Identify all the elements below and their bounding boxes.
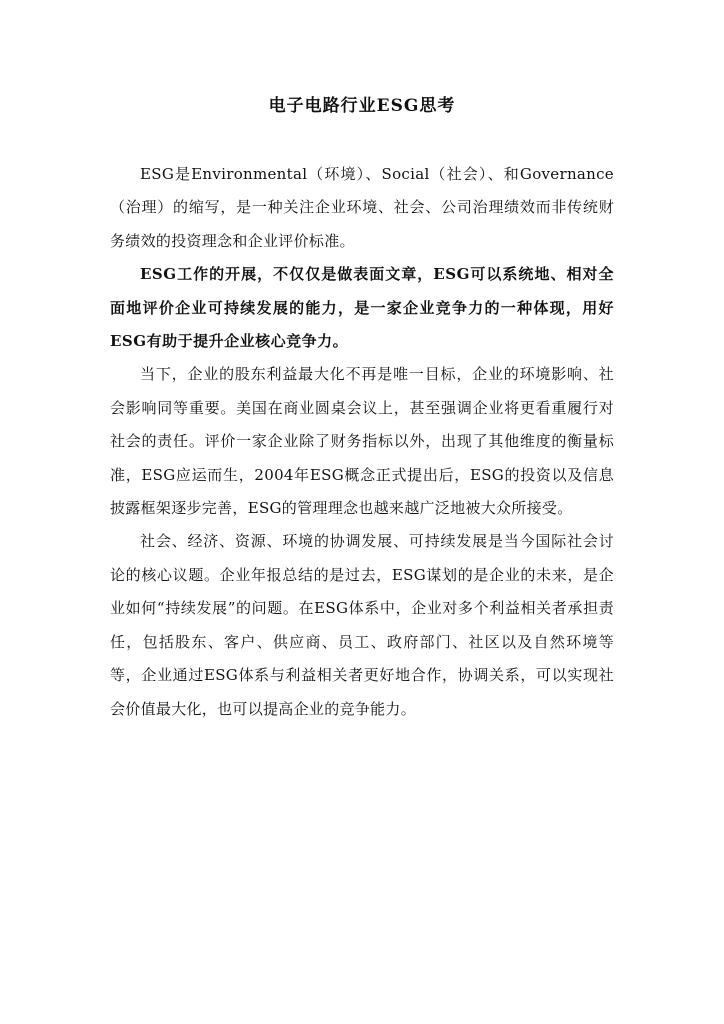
document-title: 电子电路行业ESG思考 <box>268 96 456 116</box>
document-body <box>110 158 614 726</box>
paragraph-esg-definition: ESG是Environmental（环境）、Social（社会）、和Governance（治理）的缩写，是一种关注企业环境、社会、公司治理绩效而非传统财务绩效的投资理念和企业评价标准。 <box>110 165 614 250</box>
paragraph-esg-sustainability: 社会、经济、资源、环境的协调发展、可持续发展是当今国际社会讨论的核心议题。企业年报总结的是过去，ESG谋划的是企业的未来，是企业如何“持续发展”的问题。在ESG体系中，企业对多个利益相关者承担责任，包括股东、客户、供应商、员工、政府部门、社区以及自然环境等等，企业通过ESG体系与利益相关者更好地合作，协调关系，可以实现社会价值最大化，也可以提高企业的竞争能力。 <box>110 532 614 718</box>
paragraph-esg-background: 当下，企业的股东利益最大化不再是唯一目标，企业的环境影响、社会影响同等重要。美国在商业圆桌会议上，甚至强调企业将更看重履行对社会的责任。评价一家企业除了财务指标以外，出现了其他维度的衡量标准，ESG应运而生，2004年ESG概念正式提出后，ESG的投资以及信息披露框架逐步完善，ESG的管理理念也越来越广泛地被大众所接受。 <box>110 365 614 518</box>
paragraph-esg-competitiveness: ESG工作的开展，不仅仅是做表面文章，ESG可以系统地、相对全面地评价企业可持续发展的能力，是一家企业竞争力的一种体现，用好ESG有助于提升企业核心竞争力。 <box>110 265 614 351</box>
